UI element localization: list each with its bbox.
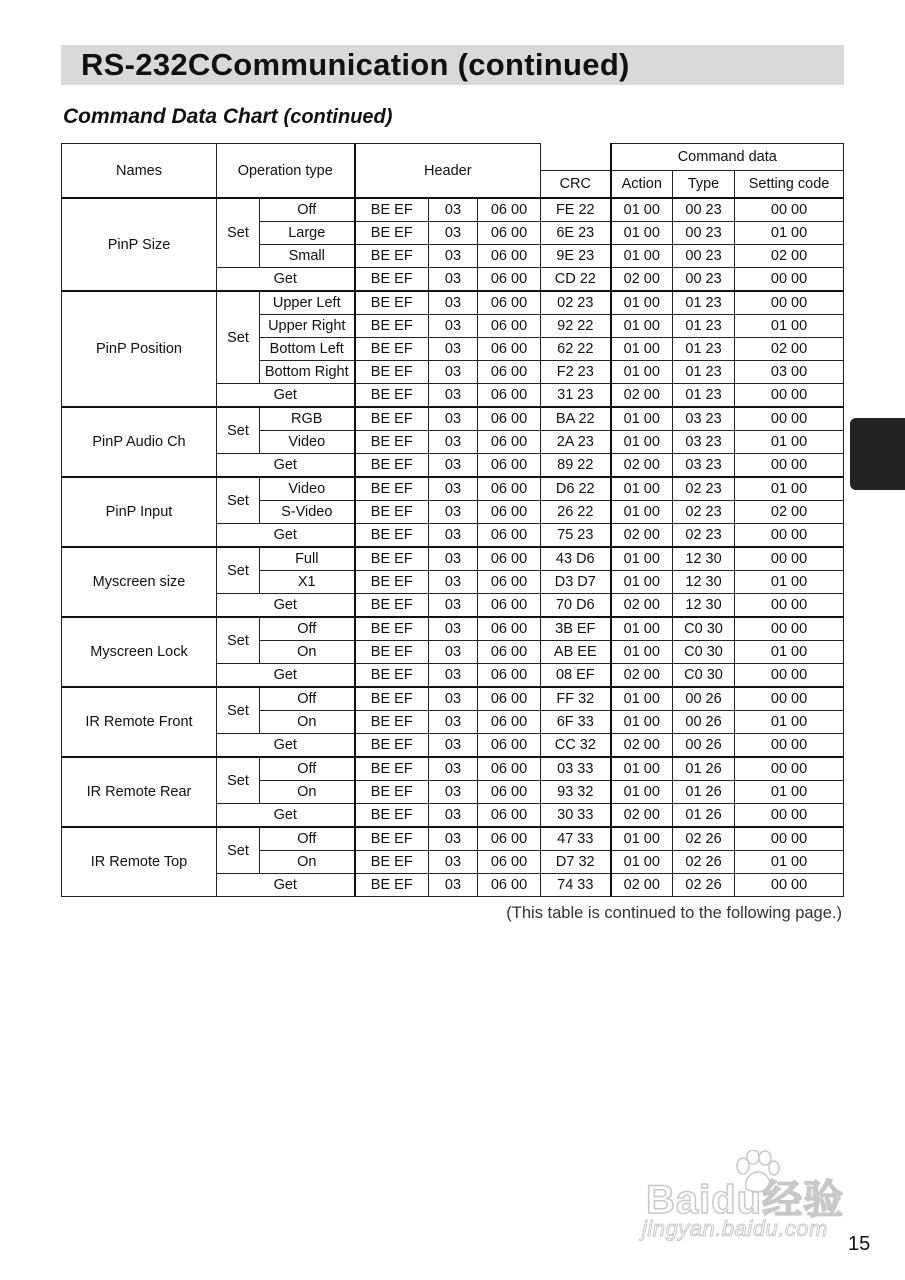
row-operation: Get xyxy=(217,874,355,897)
cell-setting-code: 00 00 xyxy=(735,664,844,688)
cell-type: 00 23 xyxy=(673,222,735,245)
cell-setting-code: 01 00 xyxy=(735,222,844,245)
cell-action: 01 00 xyxy=(611,571,673,594)
cell-crc: FE 22 xyxy=(541,198,611,222)
cell-crc: BA 22 xyxy=(541,407,611,431)
cell-type: 00 23 xyxy=(673,198,735,222)
cell-setting-code: 01 00 xyxy=(735,641,844,664)
cell-action: 01 00 xyxy=(611,222,673,245)
cell-action: 01 00 xyxy=(611,757,673,781)
cell-action: 02 00 xyxy=(611,664,673,688)
cell-crc: 26 22 xyxy=(541,501,611,524)
cell-crc: 75 23 xyxy=(541,524,611,548)
cell-action: 01 00 xyxy=(611,687,673,711)
watermark-text: Baidu经验 xyxy=(646,1178,845,1222)
header-blank xyxy=(541,144,611,171)
cell-header-1: BE EF xyxy=(355,291,429,315)
row-name: IR Remote Top xyxy=(62,827,217,897)
cell-action: 02 00 xyxy=(611,734,673,758)
cell-type: 00 26 xyxy=(673,734,735,758)
cell-header-2: 03 xyxy=(429,431,478,454)
cell-setting-code: 00 00 xyxy=(735,827,844,851)
cell-header-1: BE EF xyxy=(355,617,429,641)
row-operation: Get xyxy=(217,384,355,408)
cell-setting-code: 00 00 xyxy=(735,687,844,711)
subtitle-continued: (continued) xyxy=(283,106,393,128)
cell-header-2: 03 xyxy=(429,198,478,222)
row-name: PinP Size xyxy=(62,198,217,291)
cell-type: 01 26 xyxy=(673,804,735,828)
row-operation: Off xyxy=(260,757,355,781)
cell-crc: 03 33 xyxy=(541,757,611,781)
cell-header-3: 06 00 xyxy=(478,664,541,688)
cell-setting-code: 00 00 xyxy=(735,524,844,548)
cell-header-2: 03 xyxy=(429,245,478,268)
cell-type: 00 26 xyxy=(673,711,735,734)
cell-header-2: 03 xyxy=(429,407,478,431)
cell-crc: 62 22 xyxy=(541,338,611,361)
cell-setting-code: 00 00 xyxy=(735,454,844,478)
cell-setting-code: 00 00 xyxy=(735,874,844,897)
cell-type: 01 23 xyxy=(673,315,735,338)
cell-header-2: 03 xyxy=(429,501,478,524)
cell-type: 01 26 xyxy=(673,781,735,804)
cell-action: 01 00 xyxy=(611,851,673,874)
cell-header-1: BE EF xyxy=(355,454,429,478)
table-row xyxy=(62,757,844,781)
cell-setting-code: 00 00 xyxy=(735,198,844,222)
cell-type: 02 26 xyxy=(673,851,735,874)
cell-header-3: 06 00 xyxy=(478,268,541,292)
cell-type: 02 23 xyxy=(673,477,735,501)
title-bar xyxy=(61,45,844,85)
cell-header-3: 06 00 xyxy=(478,687,541,711)
row-name: Myscreen size xyxy=(62,547,217,617)
cell-header-3: 06 00 xyxy=(478,454,541,478)
cell-header-3: 06 00 xyxy=(478,547,541,571)
cell-header-1: BE EF xyxy=(355,524,429,548)
row-name: PinP Position xyxy=(62,291,217,407)
cell-setting-code: 03 00 xyxy=(735,361,844,384)
row-operation: Bottom Left xyxy=(260,338,355,361)
row-operation: Video xyxy=(260,477,355,501)
cell-action: 01 00 xyxy=(611,291,673,315)
cell-header-2: 03 xyxy=(429,268,478,292)
table-row xyxy=(62,827,844,851)
cell-header-1: BE EF xyxy=(355,315,429,338)
subtitle-main: Command Data Chart xyxy=(63,105,278,128)
cell-crc: 6F 33 xyxy=(541,711,611,734)
table-row xyxy=(62,291,844,315)
row-operation: On xyxy=(260,781,355,804)
cell-crc: D3 D7 xyxy=(541,571,611,594)
row-name: Myscreen Lock xyxy=(62,617,217,687)
cell-header-2: 03 xyxy=(429,315,478,338)
cell-crc: FF 32 xyxy=(541,687,611,711)
cell-action: 01 00 xyxy=(611,431,673,454)
cell-header-2: 03 xyxy=(429,757,478,781)
row-operation: Off xyxy=(260,827,355,851)
header-type: Type xyxy=(673,171,735,199)
row-operation: Upper Right xyxy=(260,315,355,338)
cell-header-1: BE EF xyxy=(355,361,429,384)
cell-setting-code: 00 00 xyxy=(735,594,844,618)
cell-header-2: 03 xyxy=(429,874,478,897)
row-name: IR Remote Front xyxy=(62,687,217,757)
cell-header-1: BE EF xyxy=(355,827,429,851)
cell-crc: 30 33 xyxy=(541,804,611,828)
cell-crc: 9E 23 xyxy=(541,245,611,268)
cell-crc: 3B EF xyxy=(541,617,611,641)
cell-header-2: 03 xyxy=(429,291,478,315)
cell-crc: 70 D6 xyxy=(541,594,611,618)
cell-header-3: 06 00 xyxy=(478,734,541,758)
cell-header-3: 06 00 xyxy=(478,781,541,804)
baidu-watermark xyxy=(640,1150,855,1245)
row-operation: Video xyxy=(260,431,355,454)
cell-header-1: BE EF xyxy=(355,781,429,804)
cell-type: 01 23 xyxy=(673,384,735,408)
row-operation: Large xyxy=(260,222,355,245)
cell-crc: 43 D6 xyxy=(541,547,611,571)
row-operation: S-Video xyxy=(260,501,355,524)
cell-crc: CC 32 xyxy=(541,734,611,758)
row-operation: On xyxy=(260,711,355,734)
header-action: Action xyxy=(611,171,673,199)
cell-header-1: BE EF xyxy=(355,804,429,828)
cell-action: 01 00 xyxy=(611,641,673,664)
cell-type: 02 23 xyxy=(673,501,735,524)
cell-setting-code: 02 00 xyxy=(735,501,844,524)
cell-action: 01 00 xyxy=(611,338,673,361)
table-row xyxy=(62,407,844,431)
cell-type: 00 23 xyxy=(673,268,735,292)
row-set-label: Set xyxy=(217,827,260,874)
cell-header-3: 06 00 xyxy=(478,431,541,454)
cell-header-1: BE EF xyxy=(355,571,429,594)
cell-setting-code: 01 00 xyxy=(735,315,844,338)
header-names: Names xyxy=(62,144,217,199)
row-operation: Full xyxy=(260,547,355,571)
cell-setting-code: 01 00 xyxy=(735,851,844,874)
cell-setting-code: 01 00 xyxy=(735,571,844,594)
row-operation: Get xyxy=(217,594,355,618)
continued-footnote: (This table is continued to the following page.) xyxy=(506,904,842,922)
cell-header-2: 03 xyxy=(429,827,478,851)
cell-crc: 93 32 xyxy=(541,781,611,804)
cell-header-1: BE EF xyxy=(355,664,429,688)
row-operation: X1 xyxy=(260,571,355,594)
command-data-table xyxy=(61,143,844,897)
cell-header-1: BE EF xyxy=(355,245,429,268)
row-set-label: Set xyxy=(217,477,260,524)
row-set-label: Set xyxy=(217,407,260,454)
row-operation: Off xyxy=(260,198,355,222)
header-setting-code: Setting code xyxy=(735,171,844,199)
row-operation: Get xyxy=(217,734,355,758)
cell-crc: 2A 23 xyxy=(541,431,611,454)
cell-setting-code: 00 00 xyxy=(735,291,844,315)
cell-header-2: 03 xyxy=(429,711,478,734)
cell-action: 01 00 xyxy=(611,245,673,268)
row-operation: Bottom Right xyxy=(260,361,355,384)
row-operation: Upper Left xyxy=(260,291,355,315)
cell-action: 01 00 xyxy=(611,501,673,524)
cell-crc: CD 22 xyxy=(541,268,611,292)
cell-type: 01 23 xyxy=(673,338,735,361)
cell-type: 03 23 xyxy=(673,454,735,478)
cell-header-1: BE EF xyxy=(355,711,429,734)
cell-header-1: BE EF xyxy=(355,431,429,454)
row-name: PinP Input xyxy=(62,477,217,547)
row-operation: On xyxy=(260,851,355,874)
cell-header-3: 06 00 xyxy=(478,222,541,245)
cell-action: 01 00 xyxy=(611,711,673,734)
row-operation: Off xyxy=(260,617,355,641)
cell-crc: 89 22 xyxy=(541,454,611,478)
cell-header-2: 03 xyxy=(429,664,478,688)
cell-type: C0 30 xyxy=(673,617,735,641)
cell-header-3: 06 00 xyxy=(478,594,541,618)
cell-header-3: 06 00 xyxy=(478,571,541,594)
header-crc: CRC xyxy=(541,171,611,199)
cell-action: 02 00 xyxy=(611,454,673,478)
header-operation-type: Operation type xyxy=(217,144,355,199)
cell-action: 02 00 xyxy=(611,524,673,548)
cell-header-3: 06 00 xyxy=(478,757,541,781)
cell-crc: D7 32 xyxy=(541,851,611,874)
row-name: IR Remote Rear xyxy=(62,757,217,827)
cell-header-3: 06 00 xyxy=(478,291,541,315)
cell-action: 01 00 xyxy=(611,361,673,384)
cell-header-3: 06 00 xyxy=(478,711,541,734)
cell-header-2: 03 xyxy=(429,571,478,594)
row-set-label: Set xyxy=(217,757,260,804)
cell-header-3: 06 00 xyxy=(478,501,541,524)
cell-header-2: 03 xyxy=(429,338,478,361)
cell-setting-code: 00 00 xyxy=(735,384,844,408)
cell-setting-code: 01 00 xyxy=(735,431,844,454)
cell-type: 00 26 xyxy=(673,687,735,711)
cell-header-1: BE EF xyxy=(355,477,429,501)
row-operation: Get xyxy=(217,804,355,828)
cell-header-3: 06 00 xyxy=(478,851,541,874)
cell-action: 02 00 xyxy=(611,384,673,408)
cell-crc: 92 22 xyxy=(541,315,611,338)
cell-action: 01 00 xyxy=(611,315,673,338)
cell-header-1: BE EF xyxy=(355,338,429,361)
cell-header-3: 06 00 xyxy=(478,198,541,222)
cell-header-1: BE EF xyxy=(355,268,429,292)
cell-action: 01 00 xyxy=(611,198,673,222)
table-body xyxy=(62,198,844,897)
cell-setting-code: 00 00 xyxy=(735,734,844,758)
cell-action: 01 00 xyxy=(611,781,673,804)
row-name: PinP Audio Ch xyxy=(62,407,217,477)
cell-header-3: 06 00 xyxy=(478,361,541,384)
cell-header-3: 06 00 xyxy=(478,874,541,897)
cell-header-2: 03 xyxy=(429,687,478,711)
cell-type: 12 30 xyxy=(673,571,735,594)
cell-setting-code: 00 00 xyxy=(735,268,844,292)
cell-type: 02 26 xyxy=(673,874,735,897)
cell-header-3: 06 00 xyxy=(478,827,541,851)
cell-header-2: 03 xyxy=(429,734,478,758)
cell-type: 12 30 xyxy=(673,594,735,618)
cell-type: C0 30 xyxy=(673,664,735,688)
cell-crc: 74 33 xyxy=(541,874,611,897)
chapter-tab xyxy=(850,418,905,490)
cell-header-1: BE EF xyxy=(355,222,429,245)
cell-header-1: BE EF xyxy=(355,198,429,222)
cell-type: 02 26 xyxy=(673,827,735,851)
cell-header-3: 06 00 xyxy=(478,384,541,408)
row-operation: Small xyxy=(260,245,355,268)
cell-setting-code: 00 00 xyxy=(735,407,844,431)
cell-action: 02 00 xyxy=(611,874,673,897)
cell-header-1: BE EF xyxy=(355,734,429,758)
cell-header-1: BE EF xyxy=(355,687,429,711)
cell-action: 01 00 xyxy=(611,547,673,571)
cell-crc: 02 23 xyxy=(541,291,611,315)
cell-setting-code: 00 00 xyxy=(735,547,844,571)
table-row xyxy=(62,617,844,641)
cell-type: 01 26 xyxy=(673,757,735,781)
cell-action: 02 00 xyxy=(611,804,673,828)
cell-header-1: BE EF xyxy=(355,501,429,524)
row-operation: On xyxy=(260,641,355,664)
cell-crc: D6 22 xyxy=(541,477,611,501)
row-set-label: Set xyxy=(217,547,260,594)
row-operation: Get xyxy=(217,454,355,478)
cell-header-2: 03 xyxy=(429,524,478,548)
watermark-url: jingyan.baidu.com xyxy=(642,1216,828,1241)
cell-type: 02 23 xyxy=(673,524,735,548)
cell-header-2: 03 xyxy=(429,851,478,874)
cell-header-2: 03 xyxy=(429,781,478,804)
row-set-label: Set xyxy=(217,198,260,268)
cell-setting-code: 01 00 xyxy=(735,711,844,734)
cell-setting-code: 01 00 xyxy=(735,781,844,804)
row-operation: Get xyxy=(217,268,355,292)
cell-header-2: 03 xyxy=(429,594,478,618)
table-row xyxy=(62,687,844,711)
cell-header-1: BE EF xyxy=(355,594,429,618)
cell-type: 03 23 xyxy=(673,407,735,431)
cell-crc: AB EE xyxy=(541,641,611,664)
header-command-data: Command data xyxy=(611,144,844,171)
cell-action: 02 00 xyxy=(611,594,673,618)
cell-header-1: BE EF xyxy=(355,547,429,571)
table-row xyxy=(62,477,844,501)
cell-type: 00 23 xyxy=(673,245,735,268)
cell-crc: 08 EF xyxy=(541,664,611,688)
cell-header-3: 06 00 xyxy=(478,641,541,664)
page-number: 15 xyxy=(848,1233,871,1255)
cell-header-3: 06 00 xyxy=(478,245,541,268)
cell-type: 03 23 xyxy=(673,431,735,454)
cell-header-1: BE EF xyxy=(355,384,429,408)
row-set-label: Set xyxy=(217,291,260,384)
cell-header-3: 06 00 xyxy=(478,338,541,361)
cell-header-2: 03 xyxy=(429,222,478,245)
cell-setting-code: 00 00 xyxy=(735,617,844,641)
cell-header-2: 03 xyxy=(429,477,478,501)
row-operation: RGB xyxy=(260,407,355,431)
row-operation: Get xyxy=(217,524,355,548)
cell-crc: 31 23 xyxy=(541,384,611,408)
cell-crc: 47 33 xyxy=(541,827,611,851)
cell-header-2: 03 xyxy=(429,454,478,478)
table-row xyxy=(62,198,844,222)
cell-header-1: BE EF xyxy=(355,757,429,781)
row-operation: Off xyxy=(260,687,355,711)
cell-header-3: 06 00 xyxy=(478,524,541,548)
cell-setting-code: 00 00 xyxy=(735,757,844,781)
cell-setting-code: 02 00 xyxy=(735,245,844,268)
cell-crc: 6E 23 xyxy=(541,222,611,245)
cell-header-2: 03 xyxy=(429,804,478,828)
cell-action: 01 00 xyxy=(611,617,673,641)
cell-header-3: 06 00 xyxy=(478,477,541,501)
cell-header-3: 06 00 xyxy=(478,617,541,641)
cell-setting-code: 02 00 xyxy=(735,338,844,361)
page-title: RS-232CCommunication (continued) xyxy=(81,47,630,82)
cell-action: 01 00 xyxy=(611,827,673,851)
cell-type: 01 23 xyxy=(673,361,735,384)
cell-header-3: 06 00 xyxy=(478,407,541,431)
cell-header-3: 06 00 xyxy=(478,315,541,338)
cell-setting-code: 01 00 xyxy=(735,477,844,501)
cell-header-2: 03 xyxy=(429,547,478,571)
cell-header-1: BE EF xyxy=(355,874,429,897)
cell-header-1: BE EF xyxy=(355,407,429,431)
cell-header-2: 03 xyxy=(429,641,478,664)
cell-action: 01 00 xyxy=(611,477,673,501)
cell-type: 01 23 xyxy=(673,291,735,315)
cell-header-2: 03 xyxy=(429,384,478,408)
cell-header-1: BE EF xyxy=(355,851,429,874)
row-set-label: Set xyxy=(217,617,260,664)
cell-crc: F2 23 xyxy=(541,361,611,384)
cell-header-1: BE EF xyxy=(355,641,429,664)
cell-header-2: 03 xyxy=(429,361,478,384)
cell-action: 02 00 xyxy=(611,268,673,292)
row-operation: Get xyxy=(217,664,355,688)
header-header: Header xyxy=(355,144,541,199)
cell-type: C0 30 xyxy=(673,641,735,664)
section-subtitle xyxy=(63,103,392,131)
cell-type: 12 30 xyxy=(673,547,735,571)
cell-action: 01 00 xyxy=(611,407,673,431)
cell-header-3: 06 00 xyxy=(478,804,541,828)
row-set-label: Set xyxy=(217,687,260,734)
cell-setting-code: 00 00 xyxy=(735,804,844,828)
cell-header-2: 03 xyxy=(429,617,478,641)
table-row xyxy=(62,547,844,571)
